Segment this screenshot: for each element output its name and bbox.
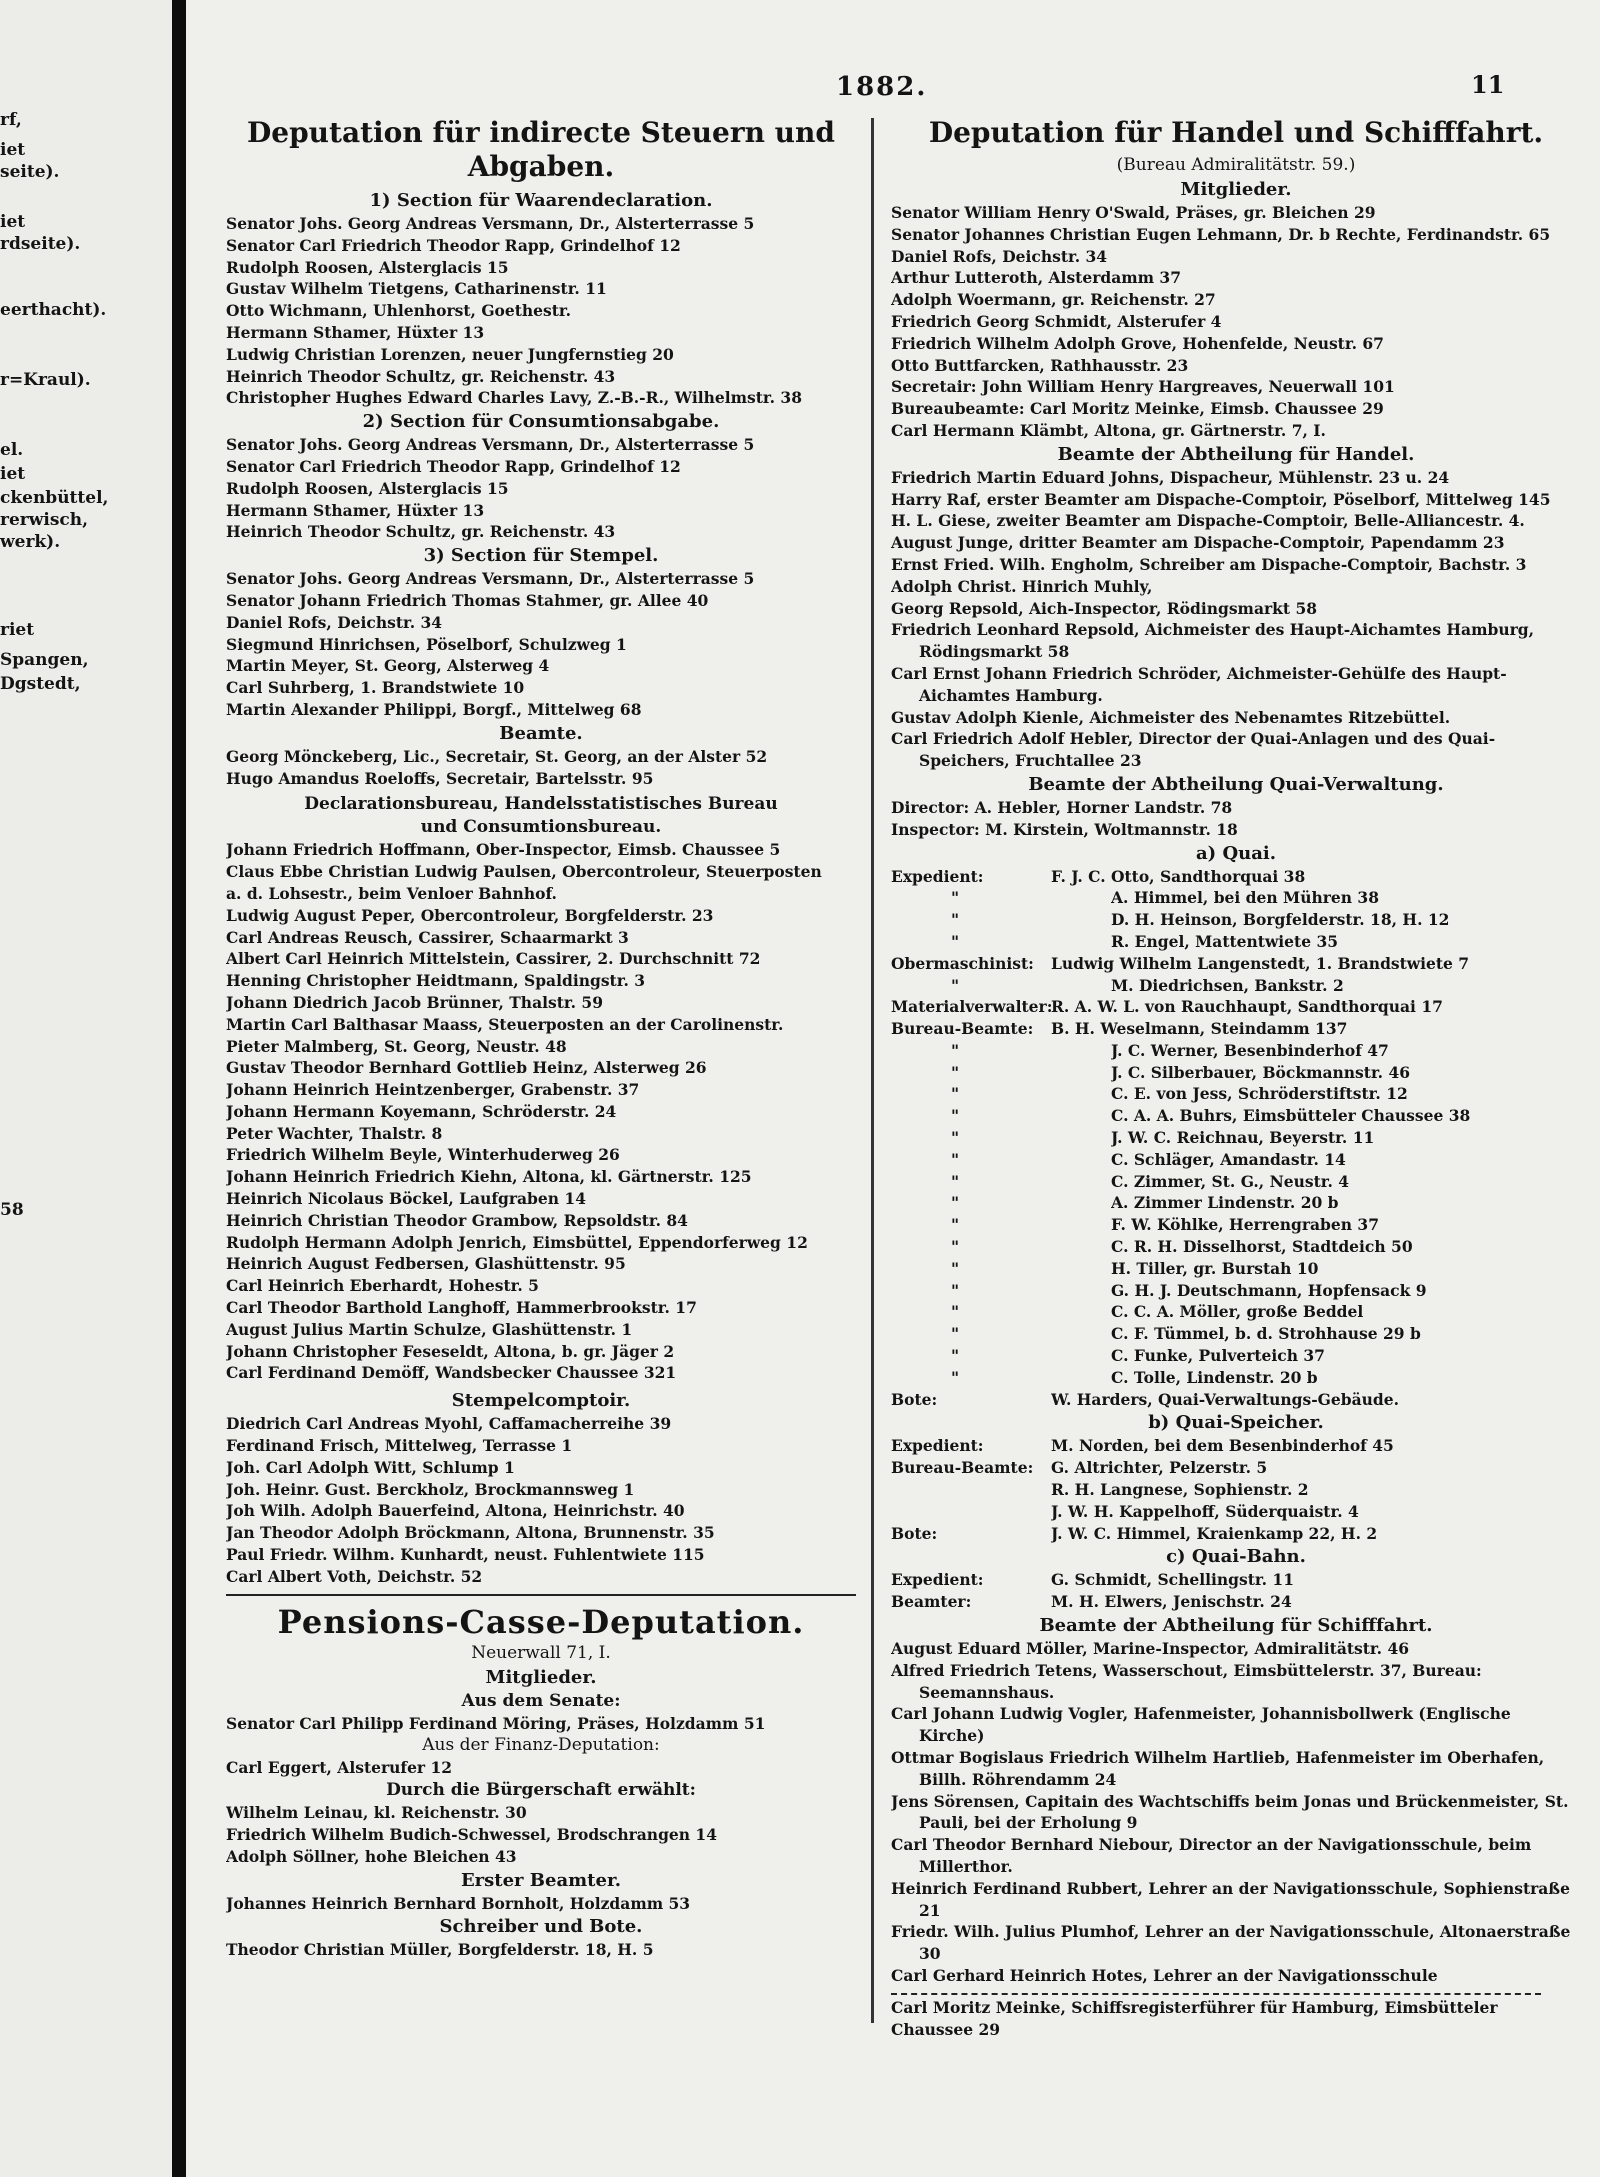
right-column bbox=[891, 116, 1581, 2040]
row-value: A. Zimmer Lindenstr. 20 b bbox=[1111, 1193, 1339, 1213]
row-value: R. A. W. L. von Rauchhaupt, Sandthorquai 17 bbox=[1051, 997, 1443, 1017]
pension-title: Pensions-Casse-Deputation. bbox=[277, 1602, 805, 1641]
prev-page-fragment: Dgstedt, bbox=[0, 674, 81, 694]
pension-senat-line: Senator Carl Philipp Ferdinand Möring, Präses, Holzdamm 51 bbox=[226, 1713, 766, 1733]
page-number: 11 bbox=[1471, 70, 1505, 99]
list-item: Daniel Rofs, Deichstr. 34 bbox=[891, 246, 1108, 266]
row-value: C. R. H. Disselhorst, Stadtdeich 50 bbox=[1111, 1237, 1413, 1257]
row-label: Obermaschinist: bbox=[891, 953, 1034, 973]
list-item: Rudolph Roosen, Alsterglacis 15 bbox=[226, 478, 509, 498]
list-item: Senator Johann Friedrich Thomas Stahmer, gr. Allee 40 bbox=[226, 590, 709, 610]
table-row bbox=[891, 953, 1581, 975]
list-item: Ottmar Bogislaus Friedrich Wilhelm Hartlieb, Hafenmeister im Oberhafen, Billh. Röhrendamm 24 bbox=[891, 1748, 1545, 1789]
table-row bbox=[891, 1435, 1581, 1457]
list-item: August Eduard Möller, Marine-Inspector, Admiralitätstr. 46 bbox=[891, 1639, 1410, 1659]
schiff-list bbox=[891, 1638, 1581, 1987]
list-item: Friedrich Martin Eduard Johns, Dispacheur, Mühlenstr. 23 u. 24 bbox=[891, 467, 1450, 487]
pension-senat-label: Aus dem Senate: bbox=[461, 1690, 621, 1711]
prev-page-fragment: iet bbox=[0, 464, 26, 484]
section-1-list bbox=[226, 213, 856, 409]
list-item: Ferdinand Frisch, Mittelweg, Terrasse 1 bbox=[226, 1436, 573, 1456]
list-item: Albert Carl Heinrich Mittelstein, Cassirer, 2. Durchschnitt 72 bbox=[226, 949, 761, 969]
prev-page-fragment: Spangen, bbox=[0, 650, 89, 670]
list-item: Otto Wichmann, Uhlenhorst, Goethestr. bbox=[226, 301, 572, 321]
row-value: C. C. A. Möller, große Beddel bbox=[1111, 1302, 1364, 1322]
list-item: Otto Buttfarcken, Rathhausstr. 23 bbox=[891, 355, 1189, 375]
row-value: J. C. Silberbauer, Böckmannstr. 46 bbox=[1111, 1062, 1411, 1082]
list-item: Siegmund Hinrichsen, Pöselborf, Schulzweg 1 bbox=[226, 634, 627, 654]
row-label: " bbox=[951, 1237, 960, 1257]
row-value: D. H. Heinson, Borgfelderstr. 18, H. 12 bbox=[1111, 910, 1450, 930]
row-label: Bote: bbox=[891, 1389, 938, 1409]
row-value: M. H. Elwers, Jenischstr. 24 bbox=[1051, 1592, 1292, 1612]
handel-beamte-heading: Beamte der Abtheilung für Handel. bbox=[1057, 443, 1415, 465]
list-item: Martin Alexander Philippi, Borgf., Mittelweg 68 bbox=[226, 699, 642, 719]
list-item: August Junge, dritter Beamter am Dispache-Comptoir, Papendamm 23 bbox=[891, 533, 1505, 553]
row-label: Bureau-Beamte: bbox=[891, 1458, 1034, 1478]
row-label: " bbox=[951, 1128, 960, 1148]
list-item: Georg Mönckeberg, Lic., Secretair, St. Georg, an der Alster 52 bbox=[226, 746, 768, 766]
list-item: Adolph Woermann, gr. Reichenstr. 27 bbox=[891, 290, 1216, 310]
table-row bbox=[891, 1523, 1581, 1545]
list-item: Carl Gerhard Heinrich Hotes, Lehrer an der Navigationsschule bbox=[891, 1965, 1438, 1985]
row-value: C. A. A. Buhrs, Eimsbütteler Chaussee 38 bbox=[1111, 1106, 1471, 1126]
prev-page-fragment: el. bbox=[0, 440, 24, 460]
row-label bbox=[891, 1501, 1051, 1523]
table-row bbox=[891, 975, 1581, 997]
pension-erster-label: Erster Beamter. bbox=[460, 1869, 622, 1891]
table-row bbox=[891, 1479, 1581, 1501]
list-item: Carl Hermann Klämbt, Altona, gr. Gärtnerstr. 7, I. bbox=[891, 420, 1326, 440]
list-item: Martin Meyer, St. Georg, Alsterweg 4 bbox=[226, 656, 550, 676]
list-item: August Julius Martin Schulze, Glashüttenstr. 1 bbox=[226, 1319, 633, 1339]
row-label: " bbox=[951, 1040, 960, 1060]
list-item: Senator Carl Friedrich Theodor Rapp, Grindelhof 12 bbox=[226, 235, 681, 255]
handel-mitglieder-heading: Mitglieder. bbox=[1180, 179, 1292, 200]
table-row bbox=[891, 1040, 1581, 1062]
list-item: Joh. Heinr. Gust. Berckholz, Brockmannsweg 1 bbox=[226, 1479, 635, 1499]
row-label: Bote: bbox=[891, 1523, 938, 1543]
page-year: 1882. bbox=[836, 72, 928, 102]
list-item: Jens Sörensen, Capitain des Wachtschiffs beim Jonas und Brückenmeister, St. Pauli, bei der Erholung 9 bbox=[891, 1791, 1569, 1833]
prev-page-fragment: ckenbüttel, bbox=[0, 488, 109, 508]
section-2-list bbox=[226, 434, 856, 543]
row-value: R. H. Langnese, Sophienstr. 2 bbox=[1051, 1480, 1309, 1500]
list-item: Ernst Fried. Wilh. Engholm, Schreiber am Dispache-Comptoir, Bachstr. 3 bbox=[891, 554, 1527, 574]
quai-director: Director: A. Hebler, Horner Landstr. 78 bbox=[891, 797, 1233, 817]
list-item: Friedr. Wilh. Julius Plumhof, Lehrer an der Navigationsschule, Altonaerstraße 30 bbox=[891, 1922, 1571, 1964]
handel-beamte-list bbox=[891, 467, 1581, 772]
list-item: Friedrich Wilhelm Beyle, Winterhuderweg 26 bbox=[226, 1145, 620, 1165]
list-item: Senator Johannes Christian Eugen Lehmann, Dr. b Rechte, Ferdinandstr. 65 bbox=[891, 224, 1551, 244]
table-row bbox=[891, 1389, 1581, 1411]
table-row bbox=[891, 887, 1581, 909]
list-item: Martin Carl Balthasar Maass, Steuerposten an der Carolinenstr. bbox=[226, 1014, 784, 1034]
pension-buerger-list bbox=[226, 1802, 856, 1867]
prev-page-fragment: iet bbox=[0, 212, 26, 232]
list-item: Friedrich Leonhard Repsold, Aichmeister des Haupt-Aichamtes Hamburg, Rödingsmarkt 58 bbox=[891, 620, 1534, 662]
list-item: Johann Christopher Feseseldt, Altona, b. gr. Jäger 2 bbox=[226, 1341, 675, 1361]
row-label: Bureau-Beamte: bbox=[891, 1019, 1034, 1039]
list-item: Gustav Wilhelm Tietgens, Catharinenstr. 11 bbox=[226, 279, 607, 299]
row-value: C. Zimmer, St. G., Neustr. 4 bbox=[1111, 1171, 1350, 1191]
row-label: " bbox=[951, 1324, 960, 1344]
list-item: Senator William Henry O'Swald, Präses, gr. Bleichen 29 bbox=[891, 203, 1376, 222]
table-row bbox=[891, 1127, 1581, 1149]
quai-inspector: Inspector: M. Kirstein, Woltmannstr. 18 bbox=[891, 819, 1238, 839]
table-row bbox=[891, 1171, 1581, 1193]
indirect-tax-title-line-2: Abgaben. bbox=[467, 150, 615, 183]
list-item: Senator Carl Friedrich Theodor Rapp, Grindelhof 12 bbox=[226, 456, 681, 476]
list-item: Carl Ferdinand Demöff, Wandsbecker Chaussee 321 bbox=[226, 1363, 677, 1383]
section-1-heading: 1) Section für Waarendeclaration. bbox=[369, 190, 713, 211]
list-item: Adolph Christ. Hinrich Muhly, bbox=[891, 576, 1153, 596]
book-gutter bbox=[172, 0, 186, 2177]
list-item: H. L. Giese, zweiter Beamter am Dispache-Comptoir, Belle-Alliancestr. 4. bbox=[891, 511, 1525, 531]
row-value: F. J. C. Otto, Sandthorquai 38 bbox=[1051, 866, 1306, 886]
row-label bbox=[891, 1479, 1051, 1501]
list-item: Carl Theodor Bernhard Niebour, Director an der Navigationsschule, beim Millerthor. bbox=[891, 1835, 1532, 1876]
list-item: Ludwig Christian Lorenzen, neuer Jungfernstieg 20 bbox=[226, 344, 674, 364]
table-row bbox=[891, 1083, 1581, 1105]
row-value: J. W. H. Kappelhoff, Süderquaistr. 4 bbox=[1051, 1501, 1359, 1521]
row-label: " bbox=[951, 1084, 960, 1104]
table-row bbox=[891, 931, 1581, 953]
list-item: Carl Andreas Reusch, Cassirer, Schaarmarkt 3 bbox=[226, 927, 629, 947]
list-item: Carl Suhrberg, 1. Brandstwiete 10 bbox=[226, 678, 525, 698]
row-value: H. Tiller, gr. Burstah 10 bbox=[1111, 1258, 1319, 1278]
table-row bbox=[891, 1457, 1581, 1479]
pension-address: Neuerwall 71, I. bbox=[471, 1642, 611, 1663]
list-item: Christopher Hughes Edward Charles Lavy, Z.-B.-R., Wilhelmstr. 38 bbox=[226, 388, 803, 408]
list-item: Carl Heinrich Eberhardt, Hohestr. 5 bbox=[226, 1276, 539, 1296]
row-label: Expedient: bbox=[891, 1570, 984, 1590]
stempel-heading: Stempelcomptoir. bbox=[451, 1390, 631, 1412]
row-value: G. Schmidt, Schellingstr. 11 bbox=[1051, 1570, 1294, 1590]
row-label: " bbox=[951, 1302, 960, 1322]
table-row bbox=[891, 1367, 1581, 1389]
prev-page-fragment: 58 bbox=[0, 1200, 24, 1220]
list-item: Carl Albert Voth, Deichstr. 52 bbox=[226, 1566, 483, 1586]
list-item: Heinrich Christian Theodor Grambow, Repsoldstr. 84 bbox=[226, 1210, 688, 1230]
list-item: Daniel Rofs, Deichstr. 34 bbox=[226, 612, 443, 632]
bureau-heading-1: Declarationsbureau, Handelsstatistisches Bureau bbox=[304, 794, 778, 815]
row-value: R. Engel, Mattentwiete 35 bbox=[1111, 931, 1339, 951]
prev-page-fragment: rerwisch, bbox=[0, 510, 89, 530]
row-value: C. E. von Jess, Schröderstiftstr. 12 bbox=[1111, 1084, 1408, 1104]
table-row bbox=[891, 1214, 1581, 1236]
row-label: Expedient: bbox=[891, 1436, 984, 1456]
list-item: Wilhelm Leinau, kl. Reichenstr. 30 bbox=[226, 1803, 527, 1823]
row-value: F. W. Köhlke, Herrengraben 37 bbox=[1111, 1215, 1379, 1235]
list-item: Senator Johs. Georg Andreas Versmann, Dr., Alsterterrasse 5 bbox=[226, 214, 755, 233]
row-value: C. F. Tümmel, b. d. Strohhause 29 b bbox=[1111, 1324, 1421, 1344]
row-label: " bbox=[951, 1062, 960, 1082]
list-item: Diedrich Carl Andreas Myohl, Caffamacherreihe 39 bbox=[226, 1414, 672, 1434]
pension-erster-line: Johannes Heinrich Bernhard Bornholt, Holzdamm 53 bbox=[226, 1893, 691, 1913]
list-item: Johann Diedrich Jacob Brünner, Thalstr. 59 bbox=[226, 992, 603, 1012]
table-row bbox=[891, 1236, 1581, 1258]
list-item: Henning Christopher Heidtmann, Spaldingstr. 3 bbox=[226, 971, 646, 991]
list-item: Harry Raf, erster Beamter am Dispache-Comptoir, Pöselborf, Mittelweg 145 bbox=[891, 489, 1551, 509]
row-label: " bbox=[951, 1346, 960, 1366]
row-value: G. Altrichter, Pelzerstr. 5 bbox=[1051, 1458, 1268, 1478]
list-item: Johann Friedrich Hoffmann, Ober-Inspector, Eimsb. Chaussee 5 bbox=[226, 840, 781, 860]
row-label: " bbox=[951, 888, 960, 908]
row-label: Expedient: bbox=[891, 866, 984, 886]
list-item: Carl Friedrich Adolf Hebler, Director der Quai-Anlagen und des Quai-Speichers, Fruchtallee 23 bbox=[891, 729, 1496, 771]
list-item: Senator Johs. Georg Andreas Versmann, Dr., Alsterterrasse 5 bbox=[226, 435, 755, 455]
list-item: Georg Repsold, Aich-Inspector, Rödingsmarkt 58 bbox=[891, 598, 1318, 618]
pension-buerger-label: Durch die Bürgerschaft erwählt: bbox=[386, 1780, 696, 1801]
table-row bbox=[891, 1018, 1581, 1040]
row-label: " bbox=[951, 975, 960, 995]
prev-page-fragment: werk). bbox=[0, 532, 61, 552]
previous-page-edge bbox=[0, 0, 172, 2177]
quai-rows bbox=[891, 866, 1581, 1411]
list-item: Friedrich Georg Schmidt, Alsterufer 4 bbox=[891, 311, 1222, 331]
table-row bbox=[891, 1105, 1581, 1127]
list-item: Friedrich Wilhelm Budich-Schwessel, Brodschrangen 14 bbox=[226, 1825, 717, 1845]
pension-mitglieder: Mitglieder. bbox=[485, 1666, 597, 1688]
handel-bureau: (Bureau Admiralitätstr. 59.) bbox=[1116, 155, 1356, 175]
table-row bbox=[891, 866, 1581, 888]
row-label: " bbox=[951, 910, 960, 930]
beamte-list bbox=[226, 746, 856, 790]
indirect-tax-title bbox=[226, 116, 856, 184]
list-item: Ludwig August Peper, Obercontroleur, Borgfelderstr. 23 bbox=[226, 905, 714, 925]
row-value: M. Norden, bei dem Besenbinderhof 45 bbox=[1051, 1436, 1394, 1456]
table-row bbox=[891, 1301, 1581, 1323]
row-value: C. Funke, Pulverteich 37 bbox=[1111, 1346, 1325, 1366]
row-label: " bbox=[951, 1258, 960, 1278]
list-item: Joh Wilh. Adolph Bauerfeind, Altona, Heinrichstr. 40 bbox=[226, 1501, 685, 1521]
list-item: Gustav Theodor Bernhard Gottlieb Heinz, Alsterweg 26 bbox=[226, 1058, 707, 1078]
handel-title: Deputation für Handel und Schifffahrt. bbox=[928, 116, 1544, 149]
left-column bbox=[226, 116, 856, 1961]
list-item: Johann Heinrich Heintzenberger, Grabenstr. 37 bbox=[226, 1080, 640, 1100]
bahn-rows bbox=[891, 1569, 1581, 1613]
table-row bbox=[891, 1258, 1581, 1280]
list-item: Heinrich Theodor Schultz, gr. Reichenstr. 43 bbox=[226, 366, 616, 386]
prev-page-fragment: iet bbox=[0, 140, 26, 160]
prev-page-fragment: rdseite). bbox=[0, 234, 81, 254]
list-item: Senator Johs. Georg Andreas Versmann, Dr., Alsterterrasse 5 bbox=[226, 569, 755, 589]
list-item: Jan Theodor Adolph Bröckmann, Altona, Brunnenstr. 35 bbox=[226, 1523, 715, 1543]
list-item: Hermann Sthamer, Hüxter 13 bbox=[226, 322, 485, 342]
table-row bbox=[891, 909, 1581, 931]
list-item: Peter Wachter, Thalstr. 8 bbox=[226, 1123, 443, 1143]
table-row bbox=[891, 1569, 1581, 1591]
section-3-heading: 3) Section für Stempel. bbox=[423, 545, 659, 567]
table-row bbox=[891, 1591, 1581, 1613]
row-value: J. W. C. Reichnau, Beyerstr. 11 bbox=[1111, 1128, 1375, 1148]
row-value: Ludwig Wilhelm Langenstedt, 1. Brandstwiete 7 bbox=[1051, 953, 1470, 973]
row-value: A. Himmel, bei den Mühren 38 bbox=[1111, 888, 1380, 908]
section-3-list bbox=[226, 568, 856, 721]
row-label: " bbox=[951, 1280, 960, 1300]
row-label: " bbox=[951, 1367, 960, 1387]
final-entry: Carl Moritz Meinke, Schiffsregisterführer für Hamburg, Eimsbütteler Chaussee 29 bbox=[891, 1997, 1498, 2039]
prev-page-fragment: r=Kraul). bbox=[0, 370, 91, 390]
row-label: " bbox=[951, 931, 960, 951]
row-value: C. Tolle, Lindenstr. 20 b bbox=[1111, 1367, 1318, 1387]
stempel-list bbox=[226, 1413, 856, 1587]
pension-schreiber-label: Schreiber und Bote. bbox=[439, 1916, 643, 1938]
quai-b-heading: b) Quai-Speicher. bbox=[1148, 1412, 1324, 1434]
list-item: Alfred Friedrich Tetens, Wasserschout, Eimsbüttelerstr. 37, Bureau: Seemannshaus. bbox=[891, 1660, 1482, 1702]
row-value: M. Diedrichsen, Bankstr. 2 bbox=[1111, 975, 1344, 995]
schiff-heading: Beamte der Abtheilung für Schifffahrt. bbox=[1039, 1615, 1433, 1637]
quai-a-heading: a) Quai. bbox=[1196, 842, 1276, 864]
row-label: " bbox=[951, 1193, 960, 1213]
list-item: Johann Hermann Koyemann, Schröderstr. 24 bbox=[226, 1101, 617, 1121]
list-item: Gustav Adolph Kienle, Aichmeister des Nebenamtes Ritzebüttel. bbox=[891, 707, 1451, 727]
section-rule bbox=[226, 1594, 856, 1596]
table-row bbox=[891, 1323, 1581, 1345]
row-value: W. Harders, Quai-Verwaltungs-Gebäude. bbox=[1051, 1389, 1399, 1409]
row-label: " bbox=[951, 1215, 960, 1235]
list-item: Heinrich Nicolaus Böckel, Laufgraben 14 bbox=[226, 1189, 586, 1209]
page bbox=[186, 0, 1600, 2177]
list-item: Secretair: John William Henry Hargreaves, Neuerwall 101 bbox=[891, 377, 1395, 397]
quai-c-heading: c) Quai-Bahn. bbox=[1166, 1546, 1306, 1568]
list-item: Joh. Carl Adolph Witt, Schlump 1 bbox=[226, 1457, 515, 1477]
prev-page-fragment: seite). bbox=[0, 162, 60, 182]
row-label: " bbox=[951, 1149, 960, 1169]
list-item: Friedrich Wilhelm Adolph Grove, Hohenfelde, Neustr. 67 bbox=[891, 333, 1384, 353]
table-row bbox=[891, 1280, 1581, 1302]
row-label: Materialverwalter: bbox=[891, 997, 1053, 1017]
pension-finanz-label: Aus der Finanz-Deputation: bbox=[422, 1735, 660, 1756]
table-row bbox=[891, 1192, 1581, 1214]
column-divider bbox=[871, 118, 874, 2023]
list-item: a. d. Lohsestr., beim Venloer Bahnhof. bbox=[226, 883, 557, 903]
table-row bbox=[891, 996, 1581, 1018]
pension-finanz-line: Carl Eggert, Alsterufer 12 bbox=[226, 1758, 453, 1778]
bureau-heading-2: und Consumtionsbureau. bbox=[420, 817, 662, 838]
list-item: Pieter Malmberg, St. Georg, Neustr. 48 bbox=[226, 1036, 567, 1056]
quai-heading: Beamte der Abtheilung Quai-Verwaltung. bbox=[1028, 773, 1444, 795]
list-item: Hermann Sthamer, Hüxter 13 bbox=[226, 500, 485, 520]
row-value: J. W. C. Himmel, Kraienkamp 22, H. 2 bbox=[1051, 1523, 1378, 1543]
handel-mitglieder-list bbox=[891, 202, 1581, 442]
list-item: Claus Ebbe Christian Ludwig Paulsen, Obercontroleur, Steuerposten bbox=[226, 862, 822, 882]
list-item: Heinrich Ferdinand Rubbert, Lehrer an der Navigationsschule, Sophienstraße 21 bbox=[891, 1878, 1570, 1920]
list-item: Heinrich Theodor Schultz, gr. Reichenstr. 43 bbox=[226, 522, 616, 542]
row-value: B. H. Weselmann, Steindamm 137 bbox=[1051, 1019, 1348, 1039]
dashed-rule bbox=[891, 1993, 1541, 1995]
speicher-rows bbox=[891, 1435, 1581, 1544]
row-label: " bbox=[951, 1171, 960, 1191]
beamte-heading: Beamte. bbox=[499, 722, 583, 744]
table-row bbox=[891, 1345, 1581, 1367]
list-item: Johann Heinrich Friedrich Kiehn, Altona, kl. Gärtnerstr. 125 bbox=[226, 1167, 752, 1187]
indirect-tax-title-line-1: Deputation für indirecte Steuern und bbox=[247, 116, 835, 149]
list-item: Carl Johann Ludwig Vogler, Hafenmeister, Johannisbollwerk (Englische Kirche) bbox=[891, 1704, 1511, 1746]
pension-schreiber-line: Theodor Christian Müller, Borgfelderstr. 18, H. 5 bbox=[226, 1940, 654, 1960]
list-item: Hugo Amandus Roeloffs, Secretair, Bartelsstr. 95 bbox=[226, 768, 654, 788]
list-item: Carl Theodor Barthold Langhoff, Hammerbrookstr. 17 bbox=[226, 1298, 697, 1318]
bureau-list bbox=[226, 839, 856, 1384]
list-item: Adolph Söllner, hohe Bleichen 43 bbox=[226, 1846, 517, 1866]
row-label: " bbox=[951, 1106, 960, 1126]
row-value: J. C. Werner, Besenbinderhof 47 bbox=[1111, 1040, 1389, 1060]
list-item: Heinrich August Fedbersen, Glashüttenstr. 95 bbox=[226, 1254, 626, 1274]
row-value: C. Schläger, Amandastr. 14 bbox=[1111, 1149, 1346, 1169]
section-2-heading: 2) Section für Consumtionsabgabe. bbox=[362, 411, 720, 433]
prev-page-fragment: riet bbox=[0, 620, 35, 640]
prev-page-fragment: rf, bbox=[0, 110, 22, 130]
list-item: Bureaubeamte: Carl Moritz Meinke, Eimsb. Chaussee 29 bbox=[891, 399, 1384, 419]
list-item: Carl Ernst Johann Friedrich Schröder, Aichmeister-Gehülfe des Haupt-Aichamtes Hamburg. bbox=[891, 663, 1507, 705]
list-item: Arthur Lutteroth, Alsterdamm 37 bbox=[891, 268, 1182, 288]
list-item: Paul Friedr. Wilhm. Kunhardt, neust. Fuhlentwiete 115 bbox=[226, 1545, 705, 1565]
table-row bbox=[891, 1062, 1581, 1084]
table-row bbox=[891, 1501, 1581, 1523]
prev-page-fragment: eerthacht). bbox=[0, 300, 107, 320]
list-item: Rudolph Hermann Adolph Jenrich, Eimsbüttel, Eppendorferweg 12 bbox=[226, 1232, 808, 1252]
table-row bbox=[891, 1149, 1581, 1171]
list-item: Rudolph Roosen, Alsterglacis 15 bbox=[226, 257, 509, 277]
row-value: G. H. J. Deutschmann, Hopfensack 9 bbox=[1111, 1280, 1427, 1300]
row-label: Beamter: bbox=[891, 1592, 972, 1612]
